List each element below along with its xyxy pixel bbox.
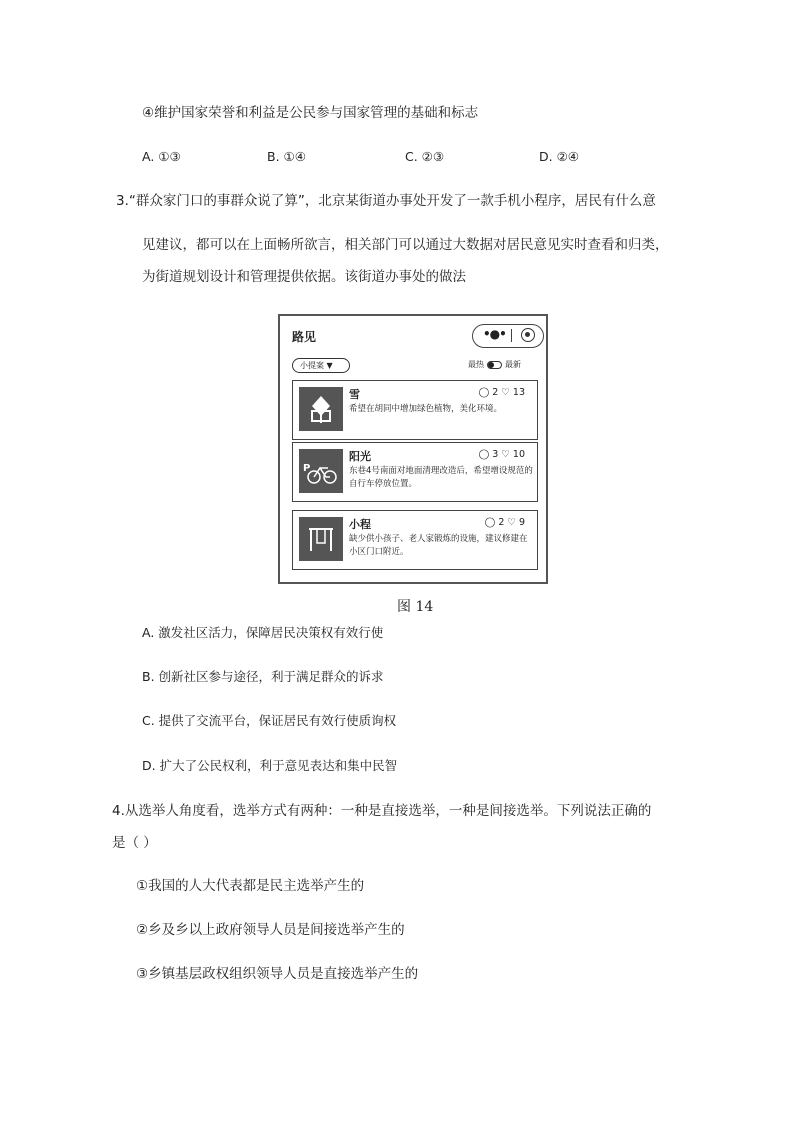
- q4-stem-line-1: 4.从选举人角度看，选举方式有两种：一种是直接选举，一种是间接选举。下列说法正确的: [112, 803, 652, 819]
- heart-icon: ♡: [501, 449, 510, 460]
- q2-option-b: B. ①④: [267, 149, 306, 164]
- post-author: 小程: [349, 518, 371, 531]
- comment-icon: ◯: [478, 449, 490, 460]
- q3-option-c: C. 提供了交流平台，保证居民有效行使质询权: [142, 713, 397, 728]
- comment-count: 3: [492, 449, 499, 460]
- app-title: 路见: [292, 330, 317, 344]
- menu-capsule: [472, 324, 544, 348]
- post-card: [292, 442, 538, 502]
- bicycle-icon: [299, 449, 343, 493]
- q3-stem-line-3: 为街道规划设计和管理提供依据。该街道办事处的做法: [142, 269, 466, 285]
- post-author: 雪: [349, 388, 360, 401]
- q4-stem-line-2: 是（ ）: [112, 835, 157, 851]
- sort-new-label: 最新: [505, 360, 521, 369]
- figure-caption: 图 14: [397, 599, 434, 615]
- comment-icon: ◯: [484, 517, 496, 528]
- q2-item-4: ④维护国家荣誉和利益是公民参与国家管理的基础和标志: [142, 105, 479, 121]
- q3-option-b: B. 创新社区参与途径，利于满足群众的诉求: [142, 669, 384, 684]
- q3-option-a: A. 激发社区活力，保障居民决策权有效行使: [142, 625, 384, 640]
- heart-icon: ♡: [507, 517, 516, 528]
- post-card: [292, 510, 538, 570]
- toggle-switch-icon: [487, 361, 502, 369]
- post-text: 缺少供小孩子、老人家锻炼的设施，建议修建在小区门口附近。: [349, 534, 528, 557]
- post-card: [292, 380, 538, 440]
- sort-toggle: [468, 359, 521, 372]
- like-count: 10: [512, 449, 525, 460]
- q4-item-3: ③乡镇基层政权组织领导人员是直接选举产生的: [136, 966, 419, 982]
- q3-option-d: D. 扩大了公民权利，利于意见表达和集中民智: [142, 758, 398, 773]
- post-author: 阳光: [349, 450, 371, 463]
- post-text: 东巷4号南面对地面清理改造后，希望增设规范的自行车停放位置。: [349, 466, 533, 489]
- comment-count: 2: [498, 517, 505, 528]
- q3-stem-line-1: 3.“群众家门口的事群众说了算”，北京某街道办事处开发了一款手机小程序，居民有什么意: [116, 193, 656, 209]
- capsule-divider: [511, 329, 512, 342]
- close-target-icon: [521, 328, 535, 342]
- heart-icon: ♡: [501, 387, 510, 398]
- q2-option-c: C. ②③: [405, 149, 445, 164]
- q4-item-2: ②乡及乡以上政府领导人员是间接选举产生的: [136, 922, 405, 938]
- q3-stem-line-2: 见建议，都可以在上面畅所欲言，相关部门可以通过大数据对居民意见实时查看和归类，: [142, 237, 669, 253]
- svg-text:P: P: [303, 463, 311, 474]
- like-count: 9: [518, 517, 525, 528]
- post-stats: [479, 387, 525, 398]
- q2-option-a: A. ①③: [142, 149, 181, 164]
- figure-14-phone-mockup: [278, 314, 548, 584]
- post-stats: [485, 517, 525, 528]
- like-count: 13: [512, 387, 525, 398]
- post-stats: [479, 449, 525, 460]
- category-filter: 小提案 ▼: [292, 358, 350, 373]
- swing-icon: [299, 517, 343, 561]
- comment-count: 2: [492, 387, 499, 398]
- q4-item-1: ①我国的人大代表都是民主选举产生的: [136, 878, 365, 894]
- post-text: 希望在胡同中增加绿色植物，美化环境。: [349, 404, 503, 414]
- more-dots-icon: •●•: [483, 327, 506, 341]
- q2-option-d: D. ②④: [539, 149, 579, 164]
- tree-icon: [299, 387, 343, 431]
- comment-icon: ◯: [478, 387, 490, 398]
- sort-hot-label: 最热: [468, 360, 484, 369]
